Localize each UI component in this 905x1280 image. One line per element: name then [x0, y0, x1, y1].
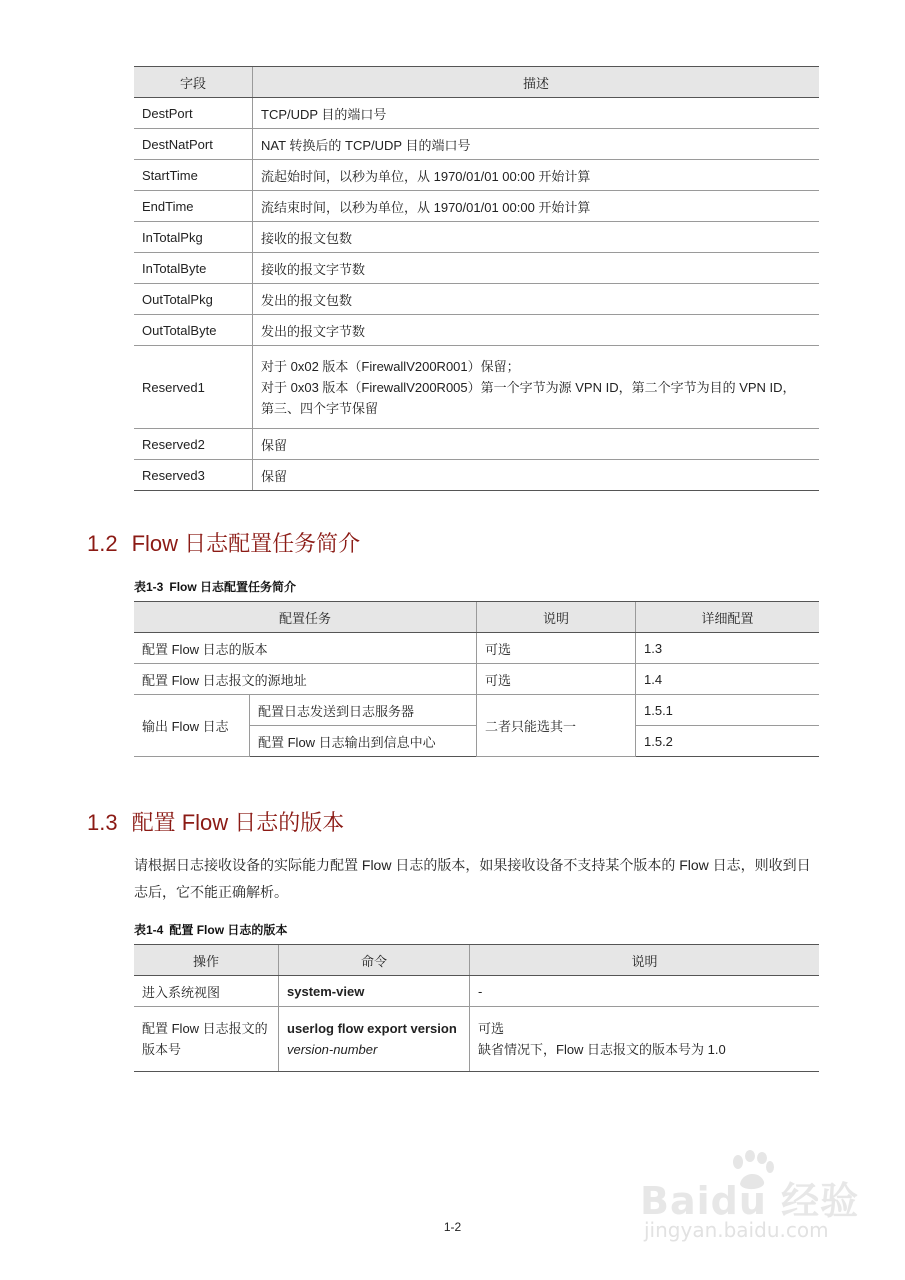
- section-heading: [87, 527, 360, 558]
- operation-cell: 配置 Flow 日志报文的版本号: [134, 1007, 279, 1072]
- section-title-text: Flow 日志配置任务简介: [131, 531, 361, 556]
- table-header-row: [134, 67, 819, 98]
- column-header: 说明: [470, 945, 820, 976]
- field-name: Reserved2: [134, 429, 253, 460]
- column-header: 描述: [253, 67, 820, 98]
- table-row: [134, 284, 819, 315]
- watermark-logo-text: Baidu 经验: [640, 1179, 860, 1223]
- column-header: 说明: [477, 602, 636, 633]
- table-row: [134, 460, 819, 491]
- table-caption: [134, 921, 287, 938]
- field-name: OutTotalByte: [134, 315, 253, 346]
- table-row: [134, 253, 819, 284]
- field-description: 流起始时间，以秒为单位，从 1970/01/01 00:00 开始计算: [253, 160, 820, 191]
- field-name: Reserved3: [134, 460, 253, 491]
- section-heading: [87, 806, 344, 837]
- description-line: 第三、四个字节保留: [261, 400, 379, 416]
- command-cell: [279, 976, 470, 1007]
- note-cell: [470, 1007, 820, 1072]
- column-header: 命令: [279, 945, 470, 976]
- section-number: 1.2: [87, 531, 118, 556]
- ref-cell: 1.4: [636, 664, 820, 695]
- column-header: 操作: [134, 945, 279, 976]
- ref-cell: 1.3: [636, 633, 820, 664]
- field-description: 流结束时间，以秒为单位，从 1970/01/01 00:00 开始计算: [253, 191, 820, 222]
- task-cell: 配置 Flow 日志的版本: [134, 633, 477, 664]
- table-header-row: [134, 945, 819, 976]
- note-cell: 可选: [477, 664, 636, 695]
- command-keyword: system-view: [287, 983, 365, 999]
- note-line: 缺省情况下，Flow 日志报文的版本号为 1.0: [478, 1042, 726, 1057]
- field-description: TCP/UDP 目的端口号: [253, 98, 820, 129]
- caption-title: 配置 Flow 日志的版本: [169, 923, 288, 937]
- field-description-table: [134, 66, 819, 491]
- table-row: [134, 633, 819, 664]
- section-number: 1.3: [87, 810, 118, 835]
- ref-cell: 1.5.2: [636, 726, 820, 757]
- watermark-url: jingyan.baidu.com: [644, 1218, 829, 1242]
- field-name: StartTime: [134, 160, 253, 191]
- table-row: [134, 346, 819, 429]
- note-line: 可选: [478, 1021, 505, 1036]
- note-cell: -: [470, 976, 820, 1007]
- field-description: 接收的报文包数: [253, 222, 820, 253]
- section-title-text: 配置 Flow 日志的版本: [131, 810, 345, 835]
- description-line: 对于 0x03 版本（FirewallV200R005）第一个字节为源 VPN ID，第二个字节为目的 VPN ID，: [261, 379, 796, 395]
- field-name: EndTime: [134, 191, 253, 222]
- column-header: 字段: [134, 67, 253, 98]
- field-name: InTotalByte: [134, 253, 253, 284]
- field-description: 发出的报文包数: [253, 284, 820, 315]
- caption-number: 表1-4: [134, 923, 164, 937]
- ref-cell: 1.5.1: [636, 695, 820, 726]
- table-row: [134, 315, 819, 346]
- field-name: InTotalPkg: [134, 222, 253, 253]
- table-row: [134, 664, 819, 695]
- command-argument: version-number: [287, 1042, 378, 1057]
- table-row: [134, 695, 819, 726]
- table-row: [134, 222, 819, 253]
- command-cell: [279, 1007, 470, 1072]
- version-command-table: [134, 944, 819, 1072]
- field-description: 保留: [253, 460, 820, 491]
- description-line: 对于 0x02 版本（FirewallV200R001）保留；: [261, 358, 520, 374]
- field-name: DestNatPort: [134, 129, 253, 160]
- page-number: 1-2: [443, 1220, 462, 1234]
- table-header-row: [134, 602, 819, 633]
- table-row: [134, 191, 819, 222]
- table-row: [134, 976, 819, 1007]
- field-description: 接收的报文字节数: [253, 253, 820, 284]
- caption-title: Flow 日志配置任务简介: [169, 580, 297, 594]
- field-description: [253, 346, 820, 429]
- config-task-table: [134, 601, 819, 757]
- table-row: [134, 129, 819, 160]
- column-header: 配置任务: [134, 602, 477, 633]
- field-description: 保留: [253, 429, 820, 460]
- group-label-cell: 输出 Flow 日志: [134, 695, 250, 757]
- task-cell: 配置 Flow 日志报文的源地址: [134, 664, 477, 695]
- task-cell: 配置日志发送到日志服务器: [250, 695, 477, 726]
- field-name: DestPort: [134, 98, 253, 129]
- column-header: 详细配置: [636, 602, 820, 633]
- baidu-jingyan-watermark: [640, 1150, 860, 1250]
- section-paragraph: 请根据日志接收设备的实际能力配置 Flow 日志的版本，如果接收设备不支持某个版本的 Flow 日志，则收到日志后，它不能正确解析。: [134, 857, 811, 900]
- table-row: [134, 1007, 819, 1072]
- table-row: [134, 160, 819, 191]
- table-row: [134, 429, 819, 460]
- caption-number: 表1-3: [134, 580, 164, 594]
- field-description: NAT 转换后的 TCP/UDP 目的端口号: [253, 129, 820, 160]
- field-name: OutTotalPkg: [134, 284, 253, 315]
- table-row: [134, 98, 819, 129]
- command-keyword: userlog flow export version: [287, 1021, 457, 1036]
- table-caption: [134, 578, 296, 595]
- field-name: Reserved1: [134, 346, 253, 429]
- field-description: 发出的报文字节数: [253, 315, 820, 346]
- note-cell: 二者只能选其一: [477, 695, 636, 757]
- operation-cell: 进入系统视图: [134, 976, 279, 1007]
- task-cell: 配置 Flow 日志输出到信息中心: [250, 726, 477, 757]
- note-cell: 可选: [477, 633, 636, 664]
